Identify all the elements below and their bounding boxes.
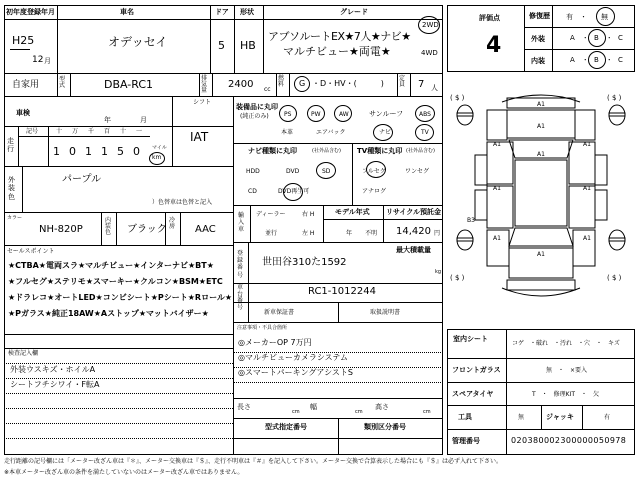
equip-aw-circle <box>334 105 352 122</box>
rear-bumper-outline <box>502 288 580 296</box>
first-reg-month-unit: 月 <box>44 57 51 65</box>
seat-label: 室内シート <box>453 335 488 343</box>
rear-window-outline <box>509 228 573 246</box>
color-code-label: カラー <box>7 215 23 221</box>
model-year-unknown: 不明 <box>365 230 378 237</box>
type-designation-label: 型式指定番号 <box>265 423 307 431</box>
sales-points-label: セールスポイント <box>7 248 55 255</box>
model-year-unit: 年 <box>346 230 353 237</box>
notes-label: 注意事項・不具合箇所 <box>237 325 288 331</box>
nav-sd-circle <box>316 162 336 179</box>
mileage-unit: 十 <box>56 128 63 135</box>
rear-right-tire-hub <box>609 238 625 241</box>
damage-label: A1 <box>583 141 591 148</box>
height-unit: cm <box>423 409 431 415</box>
repair-history-none: 無 <box>601 13 608 21</box>
tools-label: 工具 <box>458 413 472 421</box>
manage-label: 管理番号 <box>452 437 480 445</box>
manual-label: 取扱説明書 <box>370 309 401 316</box>
inspection-label: 車検 <box>16 109 30 117</box>
shift-label: シフト <box>193 99 212 106</box>
equip-pw-circle <box>307 105 325 122</box>
left-side-panel-rear <box>475 190 487 220</box>
jack-value: 有 <box>604 414 611 421</box>
class-number-label: 類別区分番号 <box>364 423 406 431</box>
import-label: 輸入車 <box>238 212 245 234</box>
first-reg-label: 初年度登録年月 <box>6 8 55 16</box>
repair-history-options: 有 ・ <box>566 13 587 21</box>
score-value: 4 <box>486 33 502 58</box>
inspector-note-line: シートフチシワイ・F転A <box>10 380 100 389</box>
car-name: オデッセイ <box>108 35 168 49</box>
mileage-unit: 万 <box>72 128 79 135</box>
mileage-digit: 1 <box>101 145 108 158</box>
import-dealer: ディーラー <box>256 211 286 218</box>
interior-grade-option: B ・ <box>594 56 613 64</box>
seat-option: 破れ ・ <box>536 340 561 347</box>
mile-unit: マイル <box>152 145 167 151</box>
interior-grade-option: C <box>618 56 623 64</box>
interior-color-label: 内装色 <box>105 217 112 236</box>
import-right-h: 右 H <box>302 211 315 218</box>
repair-history-label: 修復歴 <box>529 12 550 20</box>
grade-line1: アブソルートEX★7人★ナビ★ <box>268 30 411 43</box>
sales-point-line: ★フルセグ★ステリモ★スマーキー★クルコン★BSM★ETC <box>8 277 223 286</box>
mileage-unit: 百 <box>104 128 111 135</box>
nav-sd: SD <box>322 168 331 175</box>
tv-analog: アナログ <box>362 188 387 195</box>
front-right-tire <box>609 105 625 125</box>
equip-ps-circle <box>279 105 297 122</box>
tools-value: 無 <box>518 414 525 421</box>
mileage-unit: 十 <box>120 128 127 135</box>
equip-pw: PW <box>311 111 321 118</box>
rear-left-tire <box>457 230 473 250</box>
mileage-digit: 1 <box>53 145 60 158</box>
max-load-label: 最大積載量 <box>396 246 431 254</box>
seat-option: 穴 ・ <box>584 340 603 347</box>
damage-label: A1 <box>493 235 501 242</box>
capacity-unit: 人 <box>431 84 438 92</box>
equip-tv-circle <box>415 124 434 141</box>
inspector-note-line: 外装ウスキズ・ホイルA <box>10 365 96 374</box>
left-side-panel <box>475 155 487 185</box>
drive-4wd: 4WD <box>421 49 438 57</box>
roof-outline <box>515 160 567 226</box>
nav-dvd-playback-circle <box>283 183 303 201</box>
inspection-year-unit: 年 <box>104 116 111 124</box>
seat-option: コゲ ・ <box>512 340 537 347</box>
exterior-grade-option: B ・ <box>594 34 613 42</box>
nav-cd: CD <box>248 188 257 195</box>
color-code-value: NH-820P <box>39 224 83 235</box>
mileage-memo-label: 記号 <box>26 128 39 135</box>
sales-point-line: ★Pガラス★純正18AW★Aストップ★マットバイザー★ <box>8 309 209 318</box>
shape-value: HB <box>240 39 256 52</box>
rear-bumper-part <box>507 280 575 290</box>
fuel-g: G <box>299 79 306 88</box>
tv-type-title: TV種類に丸印 <box>357 147 403 155</box>
front-left-tire <box>457 105 473 125</box>
interior-color-value: ブラック <box>127 224 167 235</box>
grade-label: グレード <box>340 8 368 16</box>
tire-bracket-fl: ( $ ) <box>450 94 465 102</box>
shift-value: IAT <box>190 130 209 144</box>
plate-label: 登録番号 <box>237 250 244 279</box>
import-left-h: 左 H <box>302 230 315 237</box>
equip-nav-circle <box>373 124 393 141</box>
right-front-door <box>569 142 595 184</box>
exterior-grade-option: A ・ <box>570 34 589 42</box>
sales-point-line: ★CTBA★電両スラ★マルチビュー★インターナビ★BT★ <box>8 261 214 270</box>
chassis-value: RC1-1012244 <box>308 286 376 297</box>
damage-label: A1 <box>583 185 591 192</box>
mileage-digit: 0 <box>69 145 76 158</box>
note-line: ◎マルチビューカメラシステム <box>238 353 349 362</box>
car-diagram-svg <box>447 80 635 326</box>
equip-tv: TV <box>421 129 429 136</box>
model-year-label: モデル年式 <box>335 208 370 216</box>
tv-fullseg: フルセグ <box>362 168 386 175</box>
plate-value: 世田谷310た1592 <box>262 257 347 268</box>
seat-option: 汚れ ・ <box>560 340 585 347</box>
nav-type-title: ナビ種類に丸印 <box>248 147 297 155</box>
exterior-color-note: ）色替車は色替と記入 <box>152 199 213 206</box>
nav-type-sub: (社外品含む) <box>312 148 341 154</box>
first-reg-month: 12 <box>32 55 44 65</box>
footer-line: 走行距離の記号欄には「メーター改ざん車は『＊』、メーター交換車は『＄』、走行不明車は『＃』を記入して下さい。メーター交換で合算表示した場合にも『＄』は必ず入れて下さい。 <box>4 458 503 465</box>
mileage-label: 走行 <box>7 137 14 154</box>
nav-dvd: DVD <box>286 168 300 175</box>
manage-value: 020380002300000050978 <box>511 436 627 445</box>
tire-bracket-rr: ( $ ) <box>607 274 622 282</box>
doors-value: 5 <box>218 39 225 52</box>
fuel-label: 燃料 <box>278 75 285 88</box>
sales-point-line: ★ドラレコ★オートLED★コンビシート★Pシート★Rロール★ <box>8 293 233 302</box>
exterior-color-value: パープル <box>62 174 102 185</box>
km-unit: km <box>152 154 162 161</box>
equipment-subtitle: (純正のみ) <box>240 113 269 120</box>
equip-aw: AW <box>339 111 349 118</box>
equip-ps: PS <box>284 111 292 118</box>
footer-line: ※本車メーター改ざん車の条件を満たしていないのはメーター改ざん車ではありません。 <box>4 469 244 476</box>
recycle-label: リサイクル預託金 <box>386 208 442 216</box>
spare-label: スペアタイヤ <box>452 390 494 398</box>
displacement-label: 排気量 <box>201 75 208 94</box>
front-right-fender <box>575 110 595 140</box>
tire-bracket-rl: ( $ ) <box>450 274 465 282</box>
nav-dvd-playback: DVD再生可 <box>278 188 310 195</box>
rear-right-tire <box>609 230 625 250</box>
recycle-value: 14,420 <box>396 226 431 237</box>
length-unit: cm <box>292 409 300 415</box>
mileage-unit: 一 <box>136 128 143 135</box>
max-load-unit: kg <box>435 269 442 275</box>
height-label: 高さ <box>375 403 389 411</box>
exterior-grade-option: C <box>618 34 623 42</box>
use-type: 自家用 <box>12 80 40 90</box>
tv-oneseg: ワンセグ <box>405 168 430 175</box>
damage-label: A1 <box>583 235 591 242</box>
cc-unit: cc <box>264 86 271 93</box>
fuel-options: ・D・HV・( ) <box>312 79 384 88</box>
interior-grade-option: A ・ <box>570 56 589 64</box>
width-unit: cm <box>355 409 363 415</box>
jack-label: ジャッキ <box>546 413 574 421</box>
displacement-value: 2400 <box>228 79 254 90</box>
mileage-unit: 千 <box>88 128 95 135</box>
note-line: ◎メーカーOP 7万円 <box>238 338 312 347</box>
equip-sunroof: サンルーフ <box>369 110 404 118</box>
warranty-label: 新車保証書 <box>264 309 295 316</box>
mileage-digit: 5 <box>117 145 124 158</box>
damage-label: A1 <box>537 251 545 258</box>
first-reg-year: H25 <box>12 34 35 47</box>
inspector-label: 検査記入欄 <box>8 350 39 357</box>
inspection-month-unit: 月 <box>140 116 147 124</box>
equip-abs: ABS <box>419 111 431 118</box>
doors-label: ドア <box>215 8 229 16</box>
width-label: 幅 <box>310 403 317 411</box>
recycle-unit: 円 <box>434 230 441 237</box>
interior-grade-label: 内装 <box>531 57 545 65</box>
damage-label: A1 <box>493 185 501 192</box>
tv-fullseg-circle <box>366 161 386 178</box>
front-left-fender <box>487 110 507 140</box>
name-label: 車名 <box>120 8 134 16</box>
score-label: 評価点 <box>479 14 500 22</box>
shape-label: 形状 <box>240 8 254 16</box>
front-left-tire-hub <box>457 113 473 116</box>
tire-bracket-fr: ( $ ) <box>607 94 622 102</box>
mileage-digit: 1 <box>85 145 92 158</box>
chassis-label: 車台番号 <box>237 284 244 311</box>
glass-options: 無 ・ ×要入 <box>546 367 588 374</box>
exterior-color-label: 外装色 <box>8 176 15 201</box>
damage-label: A1 <box>493 141 501 148</box>
ac-label: 冷房 <box>169 217 176 230</box>
equip-airbag: エアバック <box>316 129 346 136</box>
right-rear-door <box>569 186 595 228</box>
left-rear-door <box>487 186 513 228</box>
glass-label: フロントガラス <box>452 366 501 374</box>
capacity-label: 定員 <box>399 75 406 88</box>
damage-label: A1 <box>537 101 545 108</box>
grade-line2: マルチビュー★両電★ <box>283 45 391 58</box>
equip-leather: 本革 <box>281 129 294 136</box>
model-value: DBA-RC1 <box>104 78 154 91</box>
model-label: 型式 <box>59 76 66 89</box>
left-front-door <box>487 142 513 184</box>
capacity-value: 7 <box>418 79 425 90</box>
seat-option: キズ <box>608 340 620 347</box>
damage-label: A1 <box>537 123 545 130</box>
right-side-panel-rear <box>595 190 607 220</box>
front-right-tire-hub <box>609 113 625 116</box>
rear-left-tire-hub <box>457 238 473 241</box>
nav-hdd: HDD <box>246 168 260 175</box>
import-parallel: 並行 <box>265 230 278 237</box>
note-line: ◎スマートパーキングアシストS <box>238 368 353 377</box>
ac-value: AAC <box>195 224 216 235</box>
right-side-panel <box>595 155 607 185</box>
equip-abs-circle <box>415 105 435 122</box>
mileage-digit: 0 <box>133 145 140 158</box>
spare-options: T ・ 修理KIT ・ 欠 <box>532 391 600 398</box>
damage-label: B3 <box>467 217 475 224</box>
equipment-title: 装備品に丸印 <box>236 103 278 111</box>
exterior-grade-label: 外装 <box>531 35 545 43</box>
drive-2wd: 2WD <box>422 21 439 29</box>
equip-nav: ナビ <box>379 129 392 136</box>
damage-label: A1 <box>537 151 545 158</box>
length-label: 長さ <box>237 403 251 411</box>
tv-type-sub: (社外品含む) <box>406 148 435 154</box>
